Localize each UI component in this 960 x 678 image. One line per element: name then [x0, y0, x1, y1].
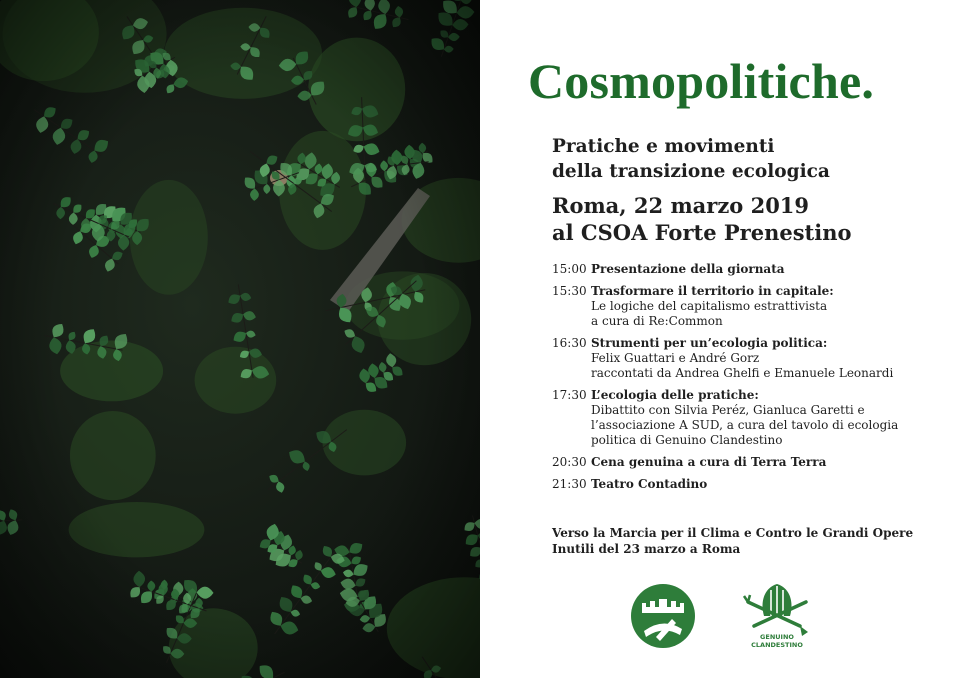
schedule-title: Cena genuina a cura di Terra Terra — [591, 455, 827, 469]
closing-line: Inutili del 23 marzo a Roma — [552, 542, 741, 556]
schedule-detail: Le logiche del capitalismo estrattivista — [591, 299, 828, 313]
schedule-time: 17:30 — [552, 388, 587, 402]
schedule-item — [552, 455, 952, 470]
schedule-detail: raccontati da Andrea Ghelfi e Emanuele Leonardi — [591, 366, 894, 380]
genuino-clandestino-logo — [742, 580, 812, 652]
schedule-item — [552, 336, 952, 381]
schedule-detail: Dibattito con Silvia Peréz, Gianluca Garetti e — [591, 403, 865, 417]
schedule-body — [591, 455, 952, 470]
forte-prenestino-logo — [630, 583, 696, 649]
schedule-time: 16:30 — [552, 336, 587, 350]
poster-subtitle — [552, 134, 830, 184]
subtitle-line: della transizione ecologica — [552, 161, 830, 182]
schedule-time: 21:30 — [552, 477, 587, 491]
event-date: Roma, 22 marzo 2019 — [552, 193, 810, 218]
schedule-item — [552, 262, 952, 277]
schedule-detail: l’associazione A SUD, a cura del tavolo di ecologia — [591, 418, 899, 432]
schedule-body — [591, 262, 952, 277]
closing-line: Verso la Marcia per il Clima e Contro le Grandi Opere — [552, 526, 914, 540]
schedule-time: 20:30 — [552, 455, 587, 469]
schedule-body — [591, 477, 952, 492]
logo-text: CLANDESTINO — [751, 641, 803, 649]
schedule-time: 15:00 — [552, 262, 587, 276]
logo-text: GENUINO — [760, 633, 794, 641]
schedule-item — [552, 284, 952, 329]
closing-note — [552, 525, 913, 557]
schedule-item — [552, 477, 952, 492]
schedule — [552, 262, 952, 499]
schedule-body — [591, 336, 952, 381]
schedule-body — [591, 284, 952, 329]
schedule-title: L’ecologia delle pratiche: — [591, 388, 759, 402]
poster-title: Cosmopolitiche. — [528, 53, 875, 109]
event-date-place — [552, 192, 852, 246]
schedule-title: Trasformare il territorio in capitale: — [591, 284, 834, 298]
poster-content — [480, 0, 960, 678]
schedule-detail: Felix Guattari e André Gorz — [591, 351, 760, 365]
schedule-detail: a cura di Re:Common — [591, 314, 723, 328]
subtitle-line: Pratiche e movimenti — [552, 136, 775, 157]
schedule-title: Presentazione della giornata — [591, 262, 785, 276]
schedule-body — [591, 388, 952, 448]
schedule-time: 15:30 — [552, 284, 587, 298]
event-venue: al CSOA Forte Prenestino — [552, 220, 852, 245]
schedule-detail: politica di Genuino Clandestino — [591, 433, 783, 447]
schedule-item — [552, 388, 952, 448]
schedule-title: Strumenti per un’ecologia politica: — [591, 336, 828, 350]
schedule-title: Teatro Contadino — [591, 477, 708, 491]
